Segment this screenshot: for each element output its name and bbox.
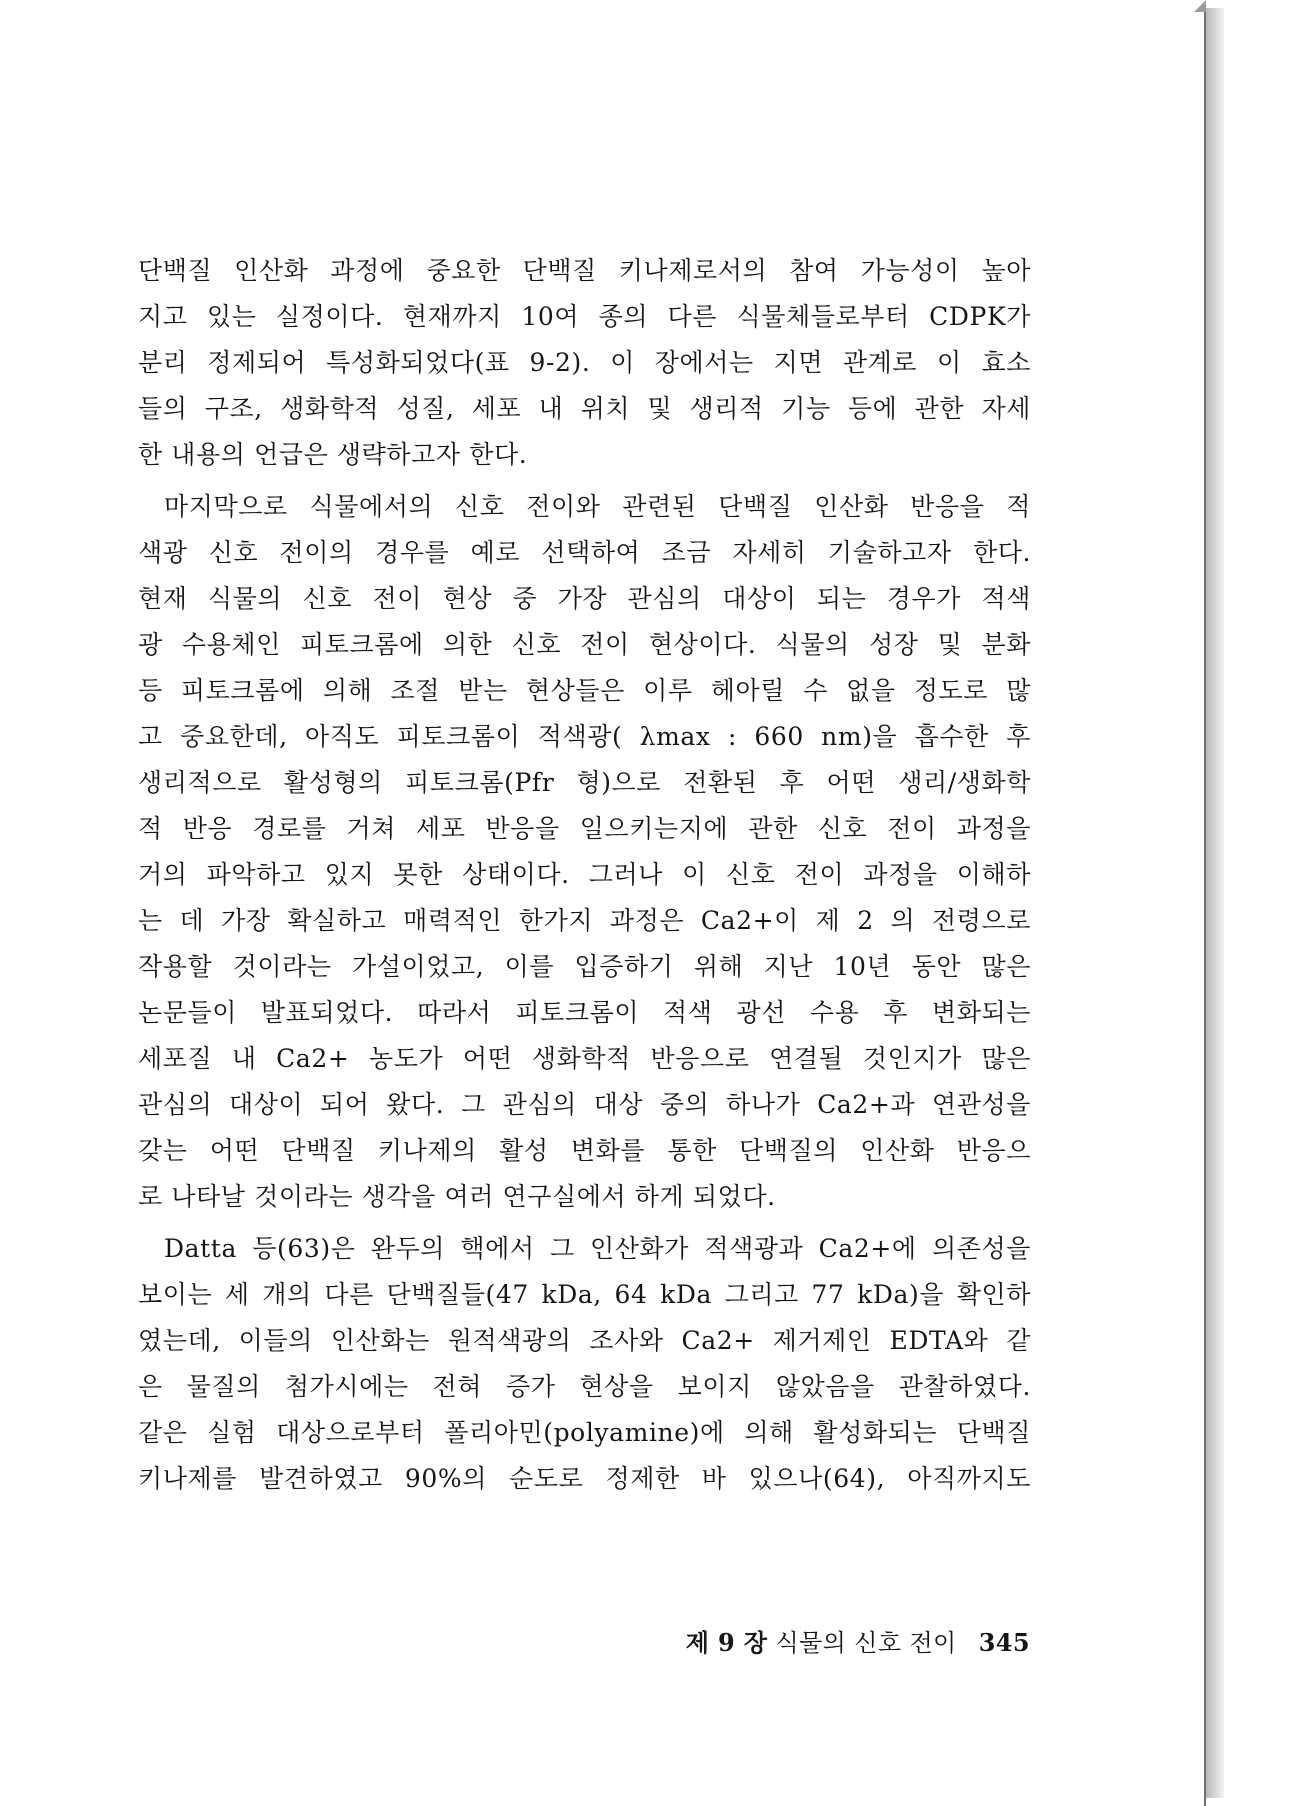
text-line: Datta 등(63)은 완두의 핵에서 그 인산화가 적색광과 Ca2+에 의존성을	[164, 1234, 1031, 1263]
text-line: 분리 정제되어 특성화되었다(표 9-2). 이 장에서는 지면 관계로 이 효소	[138, 348, 1031, 377]
text-line: 고 중요한데, 아직도 피토크롬이 적색광( λmax : 660 nm)을 흡수한 후	[138, 722, 1031, 751]
text-line: 광 수용체인 피토크롬에 의한 신호 전이 현상이다. 식물의 성장 및 분화	[138, 630, 1031, 659]
text-line: 논문들이 발표되었다. 따라서 피토크롬이 적색 광선 수용 후 변화되는	[138, 998, 1031, 1027]
chapter-title: 식물의 신호 전이	[775, 1629, 957, 1657]
text-line: 작용할 것이라는 가설이었고, 이를 입증하기 위해 지난 10년 동안 많은	[138, 952, 1031, 981]
text-line: 들의 구조, 생화학적 성질, 세포 내 위치 및 생리적 기능 등에 관한 자세	[138, 394, 1031, 423]
text-line: 생리적으로 활성형의 피토크롬(Pfr 형)으로 전환된 후 어떤 생리/생화학	[138, 768, 1031, 797]
text-line: 키나제를 발견하였고 90%의 순도로 정제한 바 있으나(64), 아직까지도	[138, 1464, 1031, 1493]
page-footer	[670, 1623, 1030, 1658]
text-line: 단백질 인산화 과정에 중요한 단백질 키나제로서의 참여 가능성이 높아	[138, 256, 1031, 285]
text-line: 마지막으로 식물에서의 신호 전이와 관련된 단백질 인산화 반응을 적	[164, 492, 1031, 521]
text-line: 였는데, 이들의 인산화는 원적색광의 조사와 Ca2+ 제거제인 EDTA와 같	[138, 1326, 1031, 1355]
page-edge-shadow	[1206, 8, 1224, 1798]
text-line: 한 내용의 언급은 생략하고자 한다.	[138, 440, 528, 469]
text-line: 적 반응 경로를 거쳐 세포 반응을 일으키는지에 관한 신호 전이 과정을	[138, 814, 1031, 843]
text-line: 지고 있는 실정이다. 현재까지 10여 종의 다른 식물체들로부터 CDPK가	[138, 302, 1031, 331]
text-line: 는 데 가장 확실하고 매력적인 한가지 과정은 Ca2+이 제 2 의 전령으로	[138, 906, 1031, 935]
text-line: 갖는 어떤 단백질 키나제의 활성 변화를 통한 단백질의 인산화 반응으	[138, 1136, 1031, 1165]
text-line: 세포질 내 Ca2+ 농도가 어떤 생화학적 반응으로 연결될 것인지가 많은	[138, 1044, 1031, 1073]
text-line: 색광 신호 전이의 경우를 예로 선택하여 조금 자세히 기술하고자 한다.	[138, 538, 1031, 567]
text-line: 로 나타날 것이라는 생각을 여러 연구실에서 하게 되었다.	[138, 1182, 776, 1211]
text-line: 같은 실험 대상으로부터 폴리아민(polyamine)에 의해 활성화되는 단백질	[138, 1418, 1031, 1447]
text-line: 은 물질의 첨가시에는 전혀 증가 현상을 보이지 않았음을 관찰하였다.	[138, 1372, 1031, 1401]
chapter-label: 제 9 장	[685, 1628, 768, 1657]
page-corner-fold	[1194, 0, 1206, 12]
text-line: 관심의 대상이 되어 왔다. 그 관심의 대상 중의 하나가 Ca2+과 연관성을	[138, 1090, 1031, 1119]
body-text	[138, 248, 1031, 1502]
text-line: 현재 식물의 신호 전이 현상 중 가장 관심의 대상이 되는 경우가 적색	[138, 584, 1031, 613]
text-line: 거의 파악하고 있지 못한 상태이다. 그러나 이 신호 전이 과정을 이해하	[138, 860, 1031, 889]
page-number: 345	[978, 1628, 1030, 1657]
text-line: 보이는 세 개의 다른 단백질들(47 kDa, 64 kDa 그리고 77 kDa)을 확인하	[138, 1280, 1031, 1309]
text-line: 등 피토크롬에 의해 조절 받는 현상들은 이루 헤아릴 수 없을 정도로 많	[138, 676, 1031, 705]
